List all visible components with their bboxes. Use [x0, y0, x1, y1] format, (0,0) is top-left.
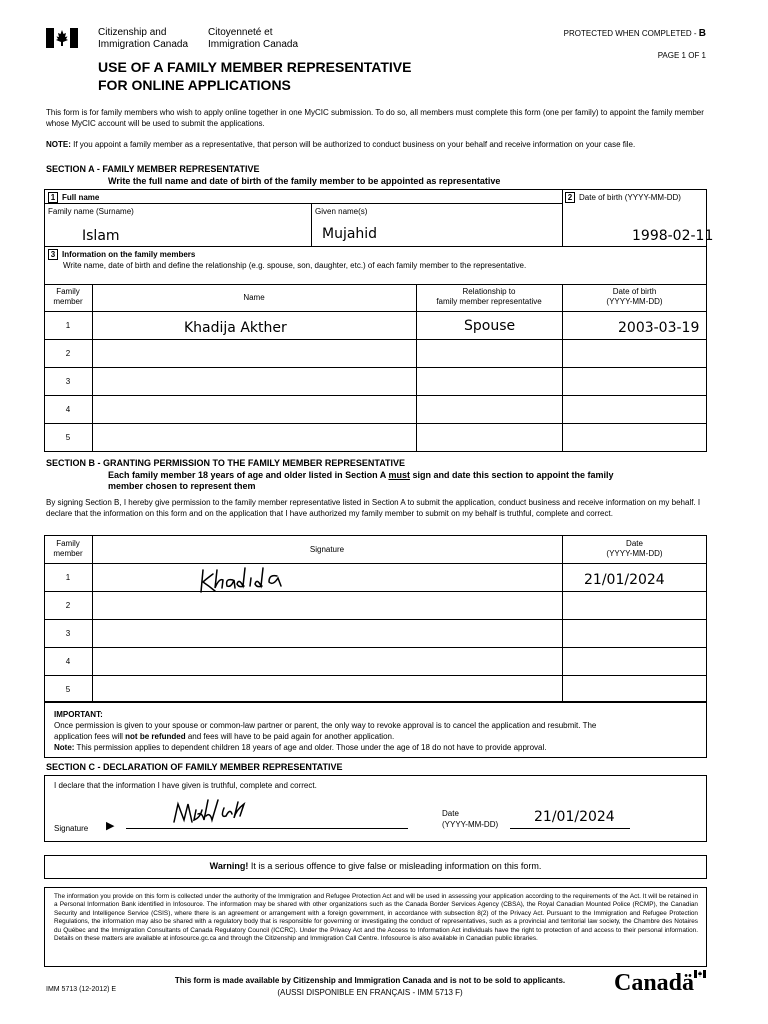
question-3-number: 3 — [48, 249, 58, 260]
question-3-label: Information on the family members — [62, 250, 196, 259]
date-label-line2: (YYYY-MM-DD) — [442, 820, 499, 829]
important-line2 — [54, 731, 702, 742]
col-name-header: Name — [243, 293, 265, 302]
arrow-right-icon: ▶ — [106, 820, 115, 832]
given-name-label: Given name(s) — [315, 207, 368, 216]
col-member-line1: Family — [56, 539, 80, 548]
col-member-line2: member — [53, 549, 83, 558]
col-rel-line1: Relationship to — [462, 287, 516, 296]
representative-signature[interactable] — [168, 796, 258, 830]
family-name-label: Family name (Surname) — [48, 207, 134, 216]
date-label-line1: Date — [442, 809, 459, 818]
question-1-label: Full name — [62, 193, 100, 202]
availability-notice: This form is made available by Citizenship and Immigration Canada and is not to be sold to applicants. — [174, 976, 566, 985]
dept-en-line2: Immigration Canada — [98, 39, 189, 50]
section-a-heading: SECTION A - FAMILY MEMBER REPRESENTATIVE — [46, 164, 260, 174]
important-note-label: Note: — [54, 743, 75, 752]
section-b-sub-3: member chosen to represent them — [108, 481, 256, 491]
row-number: 5 — [65, 685, 71, 694]
note-paragraph — [46, 140, 706, 150]
row-number: 1 — [65, 321, 71, 330]
row-number: 4 — [65, 657, 71, 666]
member-rel-value[interactable]: Spouse — [464, 318, 516, 334]
protected-text: PROTECTED WHEN COMPLETED - — [563, 29, 699, 38]
important-2c: and fees will have to be paid again for another application. — [185, 732, 395, 741]
info-family-members-instructions: Write name, date of birth and define the relationship (e.g. spouse, son, daughter, etc.) of each family member to the representative. — [63, 261, 527, 270]
note-label: NOTE: — [46, 140, 71, 149]
privacy-notice: The information you provide on this form is collected under the authority of the Immigration and Refugee Protection Act and will be used in assessing your application according to the requirements of the Act. It will be retained in a Personal Information Bank identified in Infosource. The information may be shared with other organizations such as the Canada Border Services Agency (CBSA), the Royal Canadian Mounted Police (RCMP), the Canadian Security and Intelligence Service (CSIS), where there is an agreement or arrangement with a foreign government, in accordance with subsection 8(2) of the Privacy Act. Pursuant to the Immigration and Refugee Protection Regulations, the information may also be shared with a regulatory body that is responsible for governing or investigating the conduct of representatives, such as a provincial and territorial law society, the Chambre des Notaires du Québec and the Immigration Consultants of Canada Regulatory Council (ICCRC). Under the Privacy Act and the Access to Information Act individuals have the right to protection of and access to their personal information. Details on these matters are available at infosource.gc.ca and through the Citizenship and Immigration Call Centre. Infosource is also available in Canadian public libraries. — [54, 893, 698, 943]
form-title-line1: USE OF A FAMILY MEMBER REPRESENTATIVE — [98, 59, 412, 75]
dept-fr-line2: Immigration Canada — [208, 39, 299, 50]
important-2b: not be refunded — [125, 732, 186, 741]
warning-label: Warning! — [209, 861, 249, 871]
warning-message: It is a serious offence to give false or misleading information on this form. — [248, 861, 542, 871]
dept-fr-line1: Citoyenneté et — [208, 27, 273, 38]
section-b-sub-must: must — [388, 470, 410, 480]
row-number: 4 — [65, 405, 71, 414]
important-2a: application fees will — [54, 732, 126, 741]
section-a-subheading: Write the full name and date of birth of the family member to be appointed as representative — [108, 176, 501, 186]
row-number: 3 — [65, 377, 71, 386]
member-name-value[interactable]: Khadija Akther — [184, 320, 287, 336]
section-b-sub-1: Each family member 18 years of age and older listed in Section A — [108, 470, 389, 480]
section-c-heading: SECTION C - DECLARATION OF FAMILY MEMBER REPRESENTATIVE — [46, 762, 343, 772]
important-note-text: This permission applies to dependent children 18 years of age and older. Those under the age of 18 do not have to provide approval. — [74, 743, 547, 752]
canada-flag-icon — [46, 28, 78, 48]
dob-value[interactable]: 1998-02-11 — [632, 228, 714, 244]
col-signature-header: Signature — [309, 545, 345, 554]
important-label: IMPORTANT: — [54, 710, 103, 719]
col-date-line2: (YYYY-MM-DD) — [606, 549, 663, 558]
form-id: IMM 5713 (12-2012) E — [46, 986, 117, 993]
protected-level: B — [698, 28, 706, 39]
wordmark-flag-icon — [694, 970, 706, 978]
warning-text — [44, 861, 707, 872]
family-name-value[interactable]: Islam — [82, 228, 120, 244]
row-number: 2 — [65, 349, 71, 358]
member-dob-value[interactable]: 2003-03-19 — [618, 320, 700, 336]
signature-label: Signature — [54, 824, 89, 833]
col-dob-line1: Date of birth — [612, 287, 657, 296]
signature-khadida[interactable] — [195, 564, 295, 594]
important-line1: Once permission is given to your spouse or common-law partner or parent, the only way to revoke approval is to cancel the application and resubmit. The — [54, 721, 597, 730]
col-rel-line2: family member representative — [436, 297, 542, 306]
protected-notice — [564, 28, 706, 41]
info-family-members-label — [48, 249, 195, 260]
declaration-date-value[interactable]: 21/01/2024 — [534, 809, 615, 825]
page-number: PAGE 1 OF 1 — [657, 51, 706, 60]
date-value[interactable]: 21/01/2024 — [584, 572, 665, 588]
section-b-consent: By signing Section B, I hereby give permission to the family member representative listed in Section A to submit the application, conduct business and receive information on my behalf. I declare that the information on this form and on the application that I have authorized my family member to submit on my behalf is truthful, complete and correct. — [46, 498, 701, 518]
row-number: 1 — [65, 573, 71, 582]
row-number: 2 — [65, 601, 71, 610]
dob-label-text: Date of birth (YYYY-MM-DD) — [579, 193, 681, 202]
canada-wordmark: Canadä — [614, 970, 695, 996]
col-dob-line2: (YYYY-MM-DD) — [606, 297, 663, 306]
note-text: If you appoint a family member as a representative, that person will be authorized to conduct business on your behalf and receive information on your case file. — [70, 140, 636, 149]
family-members-box — [44, 246, 707, 452]
declaration-text: I declare that the information I have given is truthful, complete and correct. — [54, 781, 317, 790]
question-1-number: 1 — [48, 192, 58, 203]
section-b-sub-2: sign and date this section to appoint the family — [409, 470, 614, 480]
section-b-subheading — [108, 470, 698, 492]
french-notice: (AUSSI DISPONIBLE EN FRANÇAIS - IMM 5713 F) — [277, 988, 463, 997]
important-text — [54, 709, 702, 753]
col-member-line2: member — [53, 297, 83, 306]
col-member-line1: Family — [56, 287, 80, 296]
col-date-line1: Date — [626, 539, 643, 548]
dob-label — [565, 192, 681, 203]
section-b-heading: SECTION B - GRANTING PERMISSION TO THE FAMILY MEMBER REPRESENTATIVE — [46, 458, 406, 468]
form-title-line2: FOR ONLINE APPLICATIONS — [98, 77, 291, 93]
intro-text: This form is for family members who wish to apply online together in one MyCIC submission. To do so, all members must complete this form (one per family) to appoint the family member whose MyCIC account will be used to submit the applications. — [46, 108, 704, 128]
important-note — [54, 742, 702, 753]
full-name-label — [48, 192, 99, 203]
question-2-number: 2 — [565, 192, 575, 203]
dept-en-line1: Citizenship and — [98, 27, 167, 38]
given-name-value[interactable]: Mujahid — [322, 226, 378, 242]
row-number: 5 — [65, 433, 71, 442]
row-number: 3 — [65, 629, 71, 638]
